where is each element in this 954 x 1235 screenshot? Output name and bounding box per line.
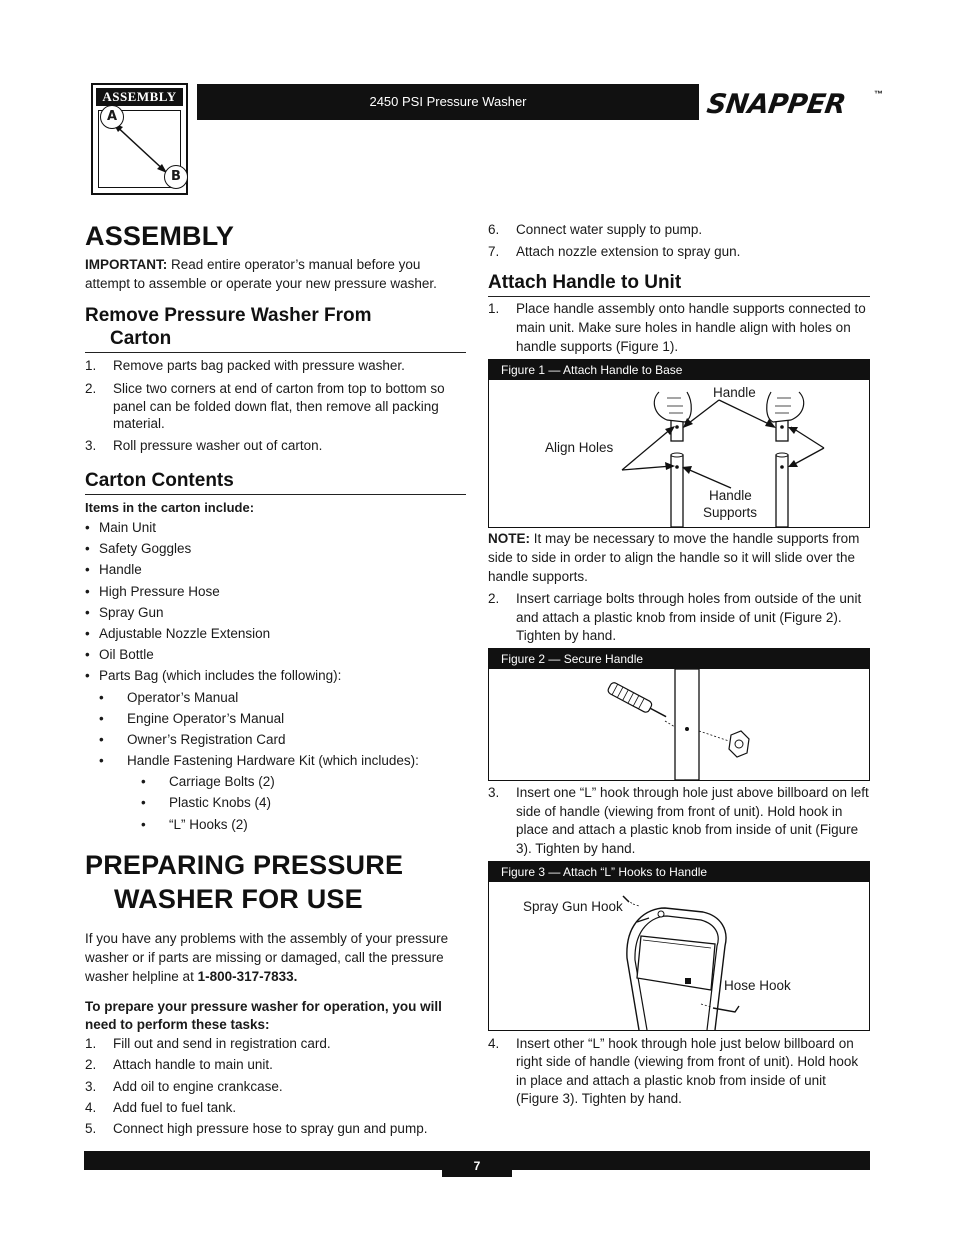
figure-1-caption: Figure 1 — Attach Handle to Base <box>489 360 869 380</box>
letter-b-badge: B <box>164 165 188 189</box>
list-item: • “L” Hooks (2) <box>85 816 466 837</box>
important-label: IMPORTANT: <box>85 257 168 273</box>
remove-carton-heading <box>85 304 466 353</box>
carton-contents-heading: Carton Contents <box>85 469 466 495</box>
list-item: • Safety Goggles <box>85 540 466 561</box>
figure-3-caption: Figure 3 — Attach “L” Hooks to Handle <box>489 862 869 882</box>
list-item: • Main Unit <box>85 519 466 540</box>
list-item: 2. Insert carriage bolts through holes from outside of the unit and attach a plastic knob from inside of unit (Figure 2). Tighten by hand. <box>488 591 862 644</box>
important-text: Read entire operator’s manual before you attempt to assemble or operate your new pressure washer. <box>85 257 437 291</box>
note-paragraph <box>488 530 870 586</box>
figure-2-caption: Figure 2 — Secure Handle <box>489 649 869 669</box>
figure-2 <box>488 648 870 781</box>
list-item: • Parts Bag (which includes the following): <box>85 667 466 688</box>
page-number: 7 <box>442 1151 512 1177</box>
assembly-icon-frame <box>98 110 181 188</box>
list-item: • Operator’s Manual <box>85 689 466 710</box>
list-item: 2. Slice two corners at end of carton from top to bottom so panel can be folded down flat, then remove all packing material. <box>85 381 445 431</box>
label-handle: Handle <box>713 385 756 401</box>
contents-intro: Items in the carton include: <box>85 500 255 516</box>
list-item: 6. Connect water supply to pump. <box>488 222 703 237</box>
continued-steps-list <box>488 221 870 261</box>
list-item: • Handle <box>85 561 466 582</box>
note-text: It may be necessary to move the handle supports from side to side in order to align the handle so it will slide over the handle supports. <box>488 531 860 584</box>
document-title: 2450 PSI Pressure Washer <box>369 94 527 109</box>
left-column <box>85 218 466 1141</box>
list-item: • High Pressure Hose <box>85 583 466 604</box>
header-bar <box>197 84 699 120</box>
figure-1 <box>488 359 870 528</box>
helpline-text: If you have any problems with the assembly of your pressure washer or if parts are missing or damaged, call the pressure washer helpline at <box>85 931 449 984</box>
important-paragraph <box>85 256 466 293</box>
list-item: • Spray Gun <box>85 604 466 625</box>
list-item: 4. Insert other “L” hook through hole just below billboard on right side of handle (viewing from front of unit). Hold hook in place and attach a plastic knob from inside of unit (Figure 3). Tighten by hand. <box>488 1035 859 1107</box>
letter-a-badge: A <box>100 105 124 129</box>
contents-list <box>85 519 466 837</box>
assembly-section-icon <box>91 83 188 195</box>
list-item: 3. Insert one “L” hook through hole just above billboard on left side of handle (viewing from front of unit). Hold hook in place and attach a plastic knob from inside of unit (Figure 3). Tighten by hand. <box>488 785 869 856</box>
label-handle-supports-2: Supports <box>703 505 758 521</box>
preparing-heading <box>85 849 466 917</box>
preparing-heading-line1: PREPARING PRESSURE <box>85 849 404 880</box>
right-column <box>488 221 870 1114</box>
assembly-icon-label: ASSEMBLY <box>96 88 183 106</box>
logo-text: SNAPPER <box>704 89 848 120</box>
logo-trademark: ™ <box>874 89 883 99</box>
list-item: 1. Place handle assembly onto handle supports connected to main unit. Make sure holes in handle align with holes on handle supports (Figure 1). <box>488 301 866 354</box>
attach-handle-heading: Attach Handle to Unit <box>488 271 870 297</box>
list-item: • Plastic Knobs (4) <box>85 794 466 815</box>
remove-steps-list <box>85 357 466 456</box>
list-item: • Adjustable Nozzle Extension <box>85 625 466 646</box>
prepare-intro: To prepare your pressure washer for operation, you will need to perform these tasks: <box>85 999 442 1032</box>
list-item: 1. Fill out and send in registration card. <box>85 1036 331 1052</box>
secure-handle-diagram <box>489 669 869 780</box>
prepare-steps-list <box>85 1035 466 1138</box>
list-item: • Oil Bottle <box>85 646 466 667</box>
list-item: • Engine Operator’s Manual <box>85 710 466 731</box>
label-spray-gun-hook: Spray Gun Hook <box>523 898 623 914</box>
figure-1-illustration <box>489 380 869 527</box>
label-hose-hook: Hose Hook <box>724 977 791 993</box>
list-item: 3. Add oil to engine crankcase. <box>85 1078 283 1094</box>
remove-heading-line2: Carton <box>110 327 172 349</box>
list-item: 5. Connect high pressure hose to spray gun and pump. <box>85 1120 428 1136</box>
helpline-number: 1-800-317-7833. <box>197 968 298 984</box>
list-item: 2. Attach handle to main unit. <box>85 1057 273 1073</box>
figure-3-illustration <box>489 882 869 1030</box>
list-item: 3. Roll pressure washer out of carton. <box>85 438 323 454</box>
figure-3 <box>488 861 870 1031</box>
helpline-paragraph <box>85 930 466 986</box>
list-item: 4. Add fuel to fuel tank. <box>85 1099 237 1115</box>
label-handle-supports-1: Handle <box>709 488 752 504</box>
remove-heading-line1: Remove Pressure Washer From <box>85 304 372 326</box>
list-item: 1. Remove parts bag packed with pressure washer. <box>85 357 405 373</box>
list-item: • Handle Fastening Hardware Kit (which includes): <box>85 752 466 773</box>
assembly-heading: ASSEMBLY <box>85 221 235 251</box>
list-item: • Owner’s Registration Card <box>85 731 466 752</box>
note-label: NOTE: <box>488 531 530 547</box>
snapper-logo <box>704 86 883 120</box>
list-item: 7. Attach nozzle extension to spray gun. <box>488 243 741 259</box>
preparing-heading-line2: WASHER FOR USE <box>114 883 363 914</box>
list-item: • Carriage Bolts (2) <box>85 773 466 794</box>
label-align-holes: Align Holes <box>545 440 614 456</box>
